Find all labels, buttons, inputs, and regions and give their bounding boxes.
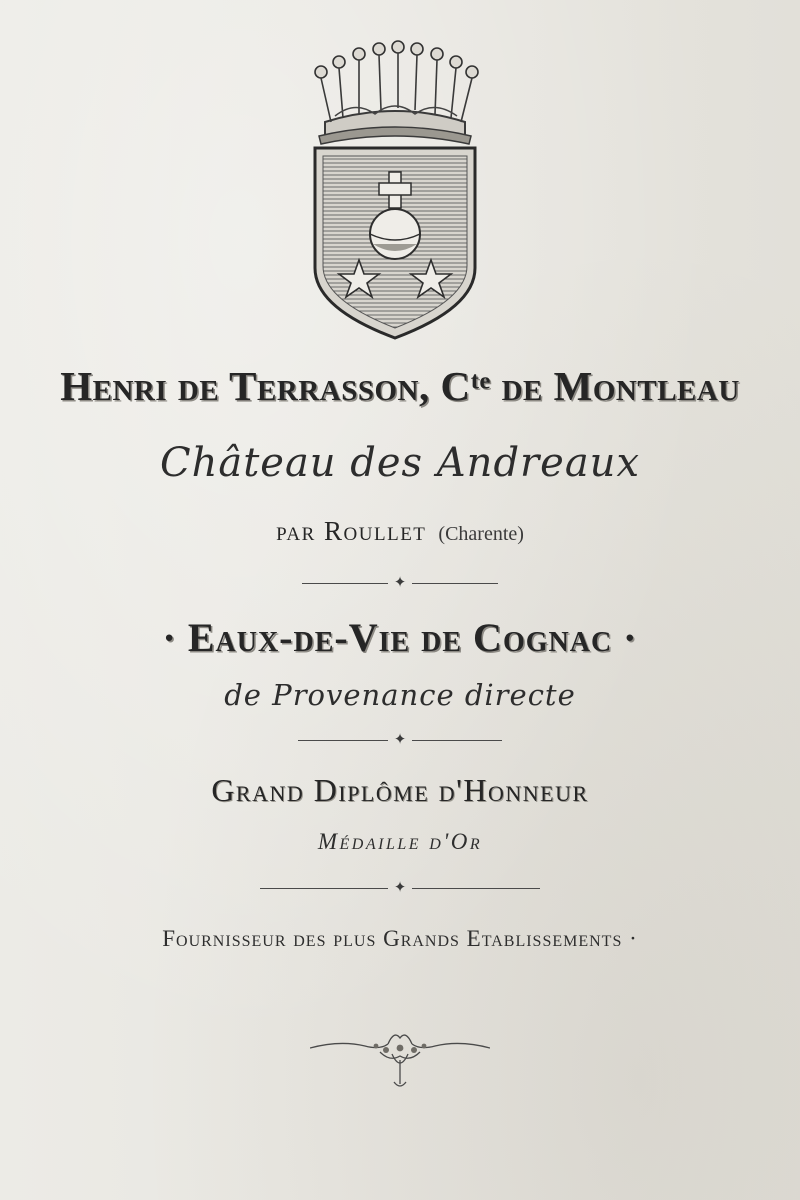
shield-icon (315, 148, 475, 338)
award-title: Grand Diplôme d'Honneur (211, 772, 589, 808)
supplier-line: Fournisseur des plus Grands Etablissements · (162, 926, 638, 951)
divider-icon: ✦ (260, 882, 540, 896)
town-name: par Roullet (276, 516, 427, 546)
divider-icon: ✦ (298, 734, 502, 748)
medal-line: Médaille d'Or (317, 829, 483, 854)
floral-ornament-icon (310, 1022, 490, 1094)
region-name: (Charente) (438, 523, 524, 545)
coat-of-arms-icon (295, 38, 495, 343)
divider-icon: ✦ (302, 577, 498, 591)
address-line (0, 516, 800, 547)
product-title: · Eaux-de-Vie de Cognac · (162, 615, 638, 660)
coronet-icon (315, 41, 478, 144)
chateau-name: Château des Andreaux (159, 440, 641, 486)
owner-name: Henri de Terrasson, Cᵗᵉ de Montleau (60, 363, 740, 409)
provenance-line: de Provenance directe (224, 678, 576, 712)
